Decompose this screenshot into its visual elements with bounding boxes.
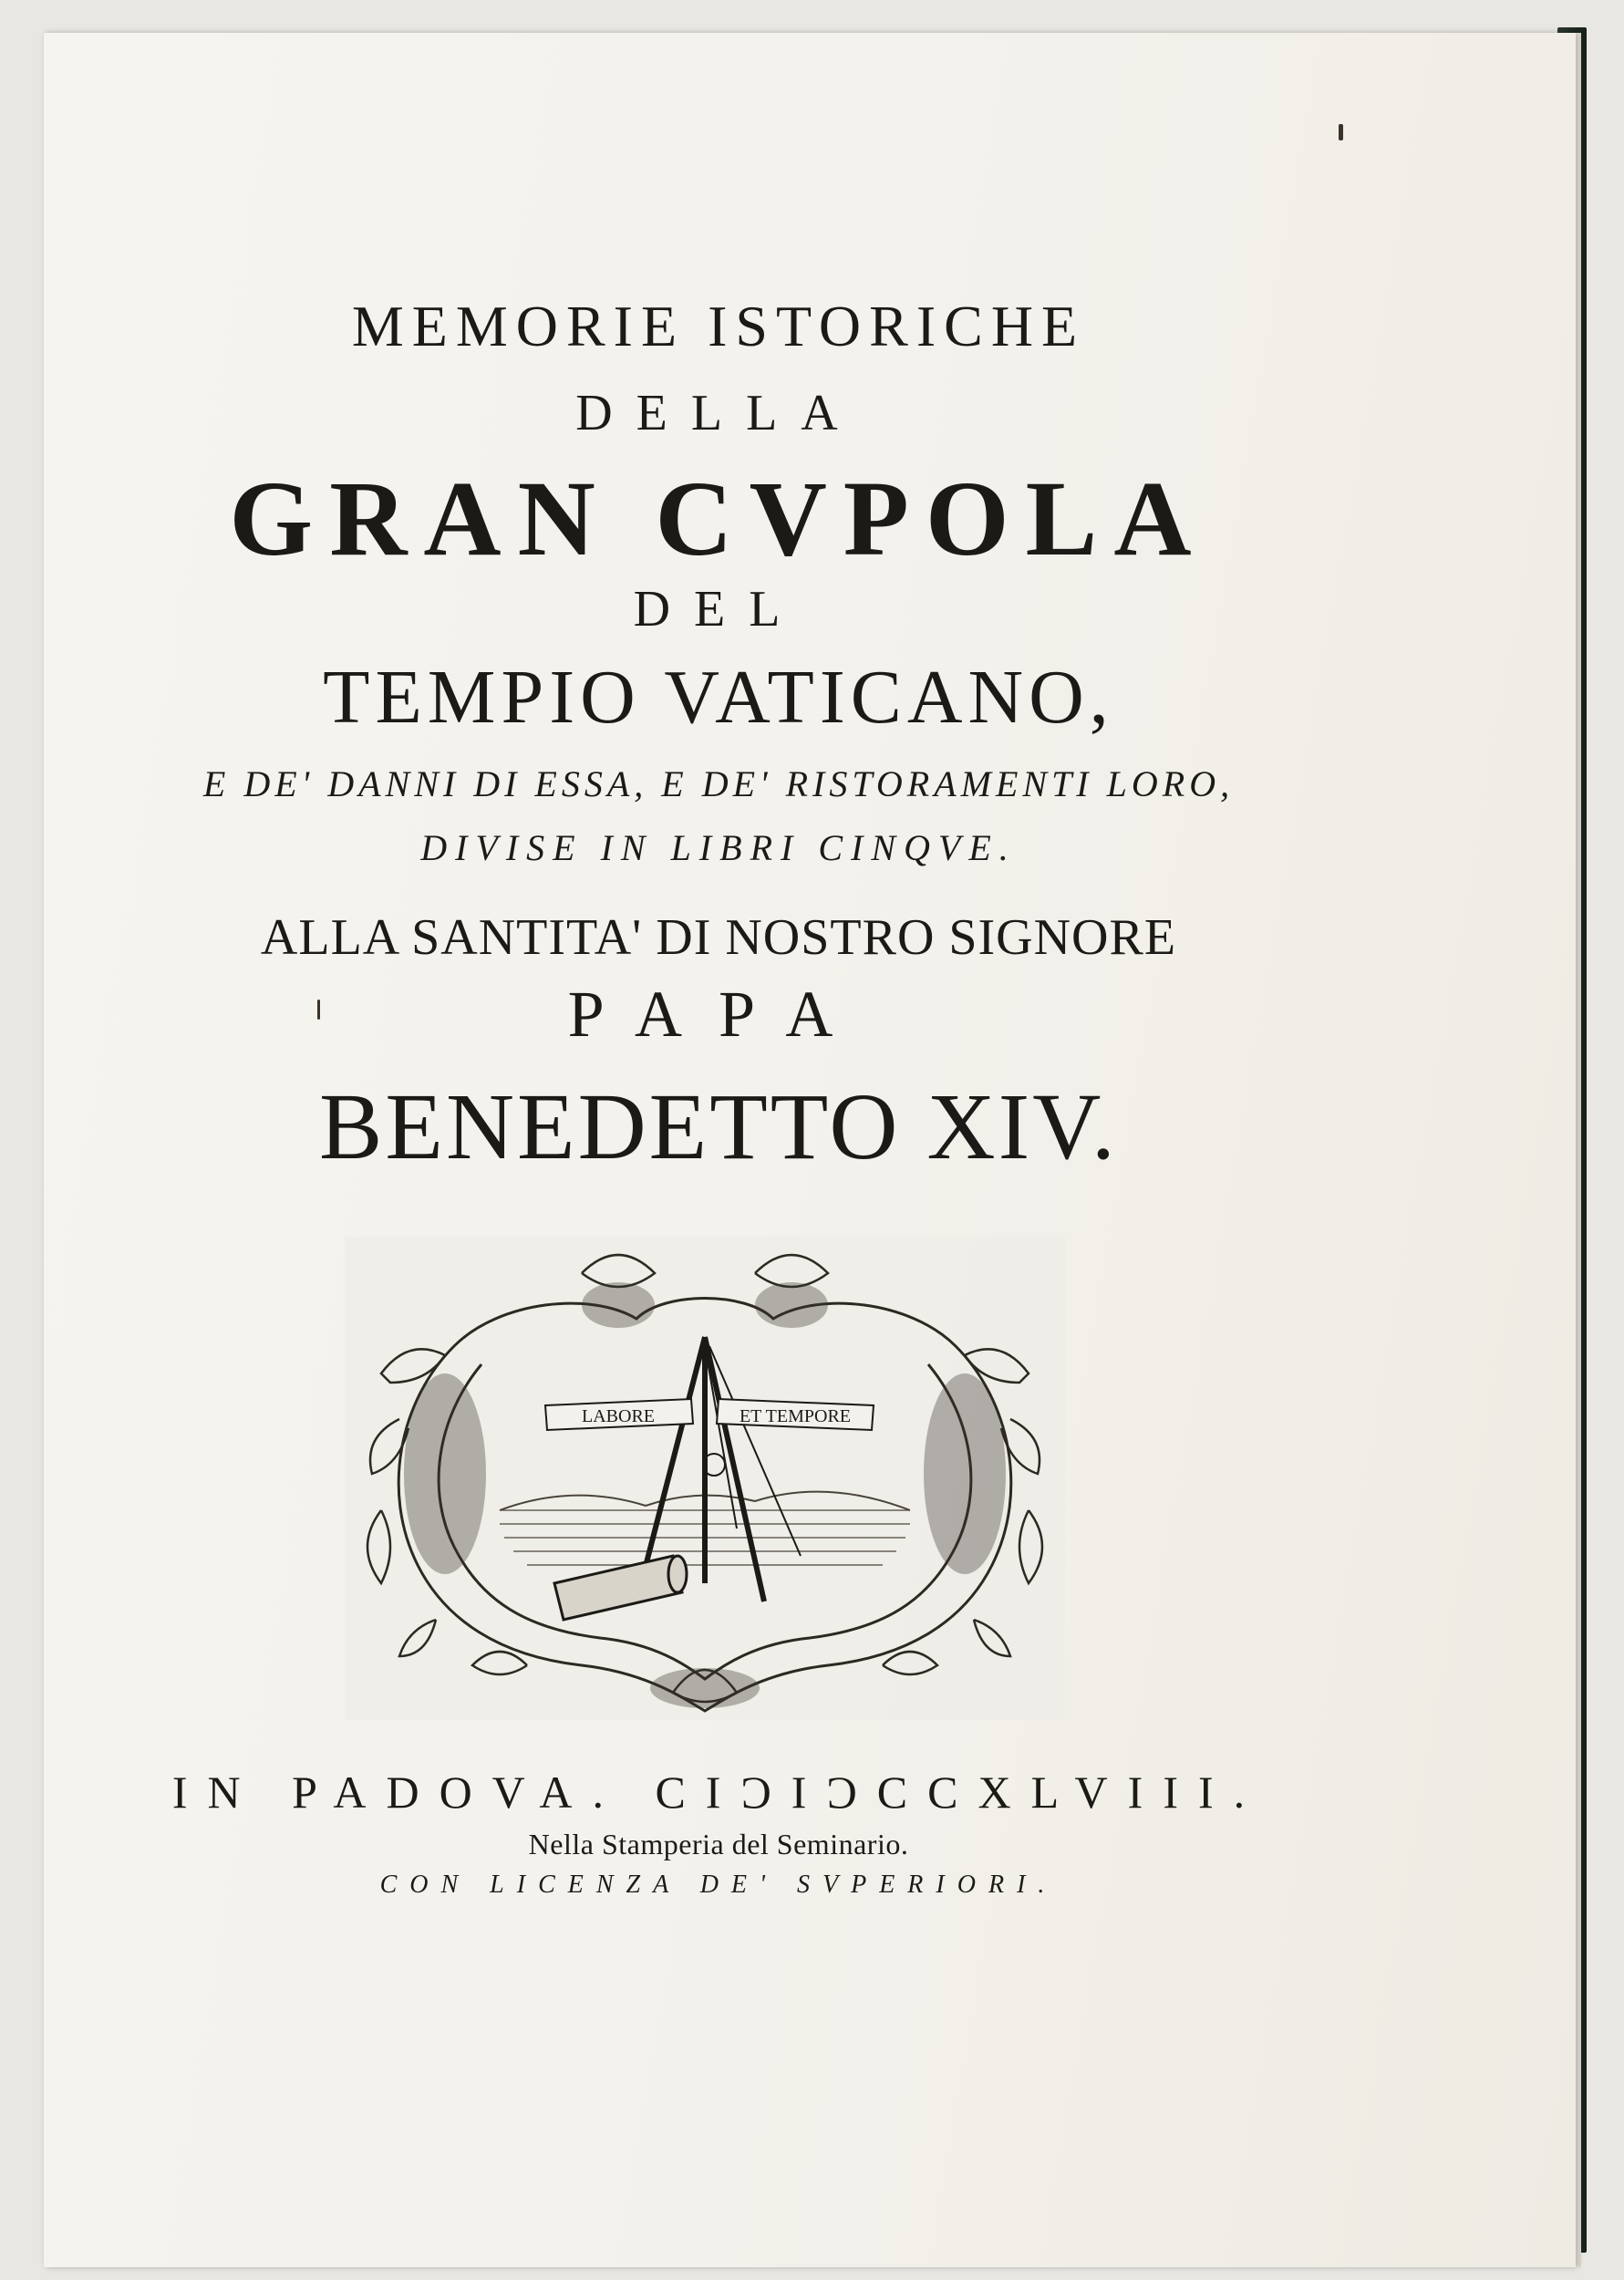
motto-labore: LABORE — [582, 1406, 655, 1426]
title-line-gran-cupola: GRAN CVPOLA — [229, 459, 1208, 578]
title-page — [44, 33, 1576, 2267]
title-line-tempio-vaticano: TEMPIO VATICANO, — [323, 655, 1114, 740]
dedication-papa: PAPA — [567, 978, 870, 1051]
imprint-license: CON LICENZA DE' SVPERIORI. — [379, 1871, 1058, 1899]
imprint-printer: Nella Stamperia del Seminario. — [528, 1828, 909, 1860]
paper-speck — [1339, 124, 1343, 140]
dedication-benedetto: BENEDETTO XIV. — [319, 1074, 1118, 1179]
printer-device-vignette — [345, 1237, 1065, 1720]
title-line-del: DEL — [633, 581, 804, 637]
subtitle-danni: E DE' DANNI DI ESSA, E DE' RISTORAMENTI LORO, — [202, 763, 1235, 804]
dedication-line: ALLA SANTITA' DI NOSTRO SIGNORE — [260, 909, 1177, 966]
subtitle-libri-cinque: DIVISE IN LIBRI CINQVE. — [420, 827, 1017, 868]
title-line-della: DELLA — [575, 385, 862, 441]
imprint-place-date: IN PADOVA. CIƆIƆCCXLVIII. — [171, 1767, 1266, 1818]
title-line-memorie-istoriche: MEMORIE ISTORICHE — [351, 294, 1086, 358]
motto-et-tempore: ET TEMPORE — [739, 1406, 852, 1426]
